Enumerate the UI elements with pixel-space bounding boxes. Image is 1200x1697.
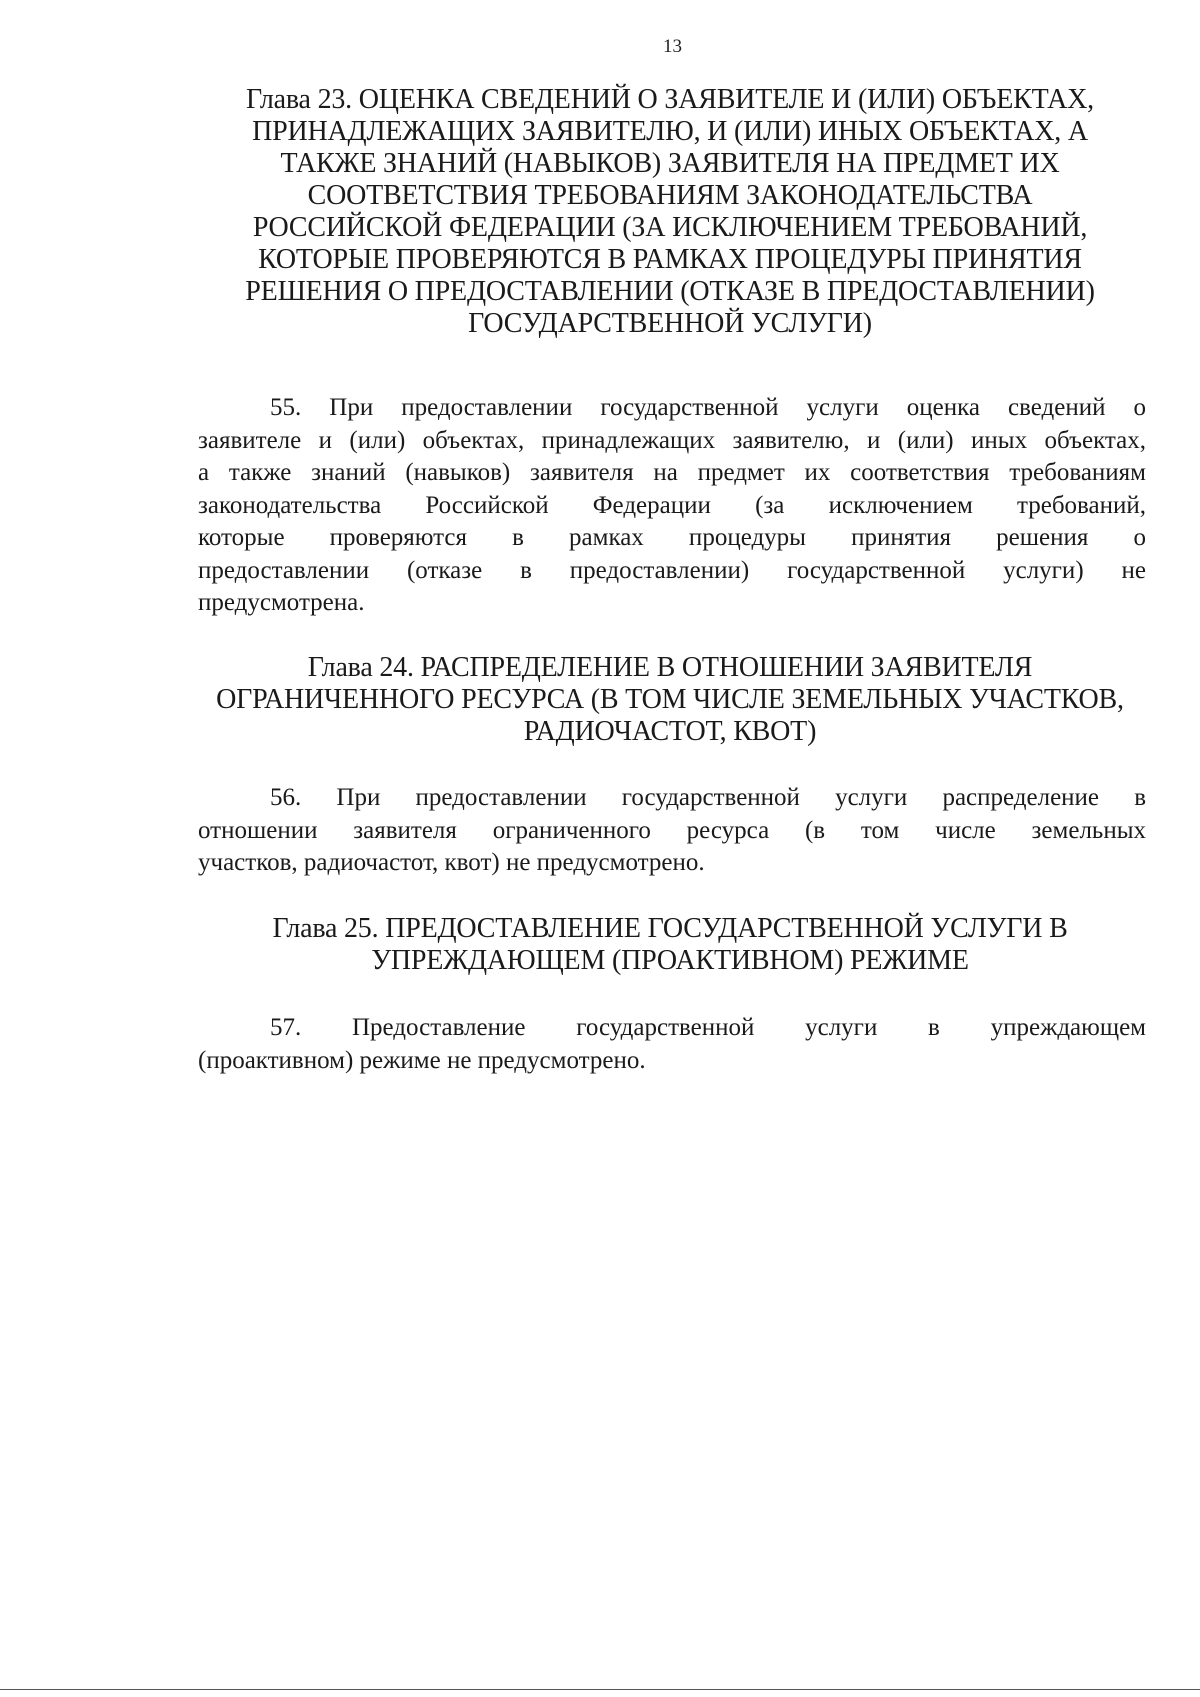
paragraph-line: законодательства Российской Федерации (за исключением требований,	[198, 491, 1146, 519]
paragraph-line: 56. При предоставлении государственной услуги распределение в	[270, 784, 1146, 811]
chapter-25-title	[190, 913, 1150, 977]
paragraph-line: участков, радиочастот, квот) не предусмотрено.	[198, 849, 705, 876]
scan-bottom-edge	[0, 1689, 1200, 1690]
chapter-title-line: Глава 25. ПРЕДОСТАВЛЕНИЕ ГОСУДАРСТВЕННОЙ УСЛУГИ В	[272, 913, 1068, 944]
chapter-title-line: Глава 24. РАСПРЕДЕЛЕНИЕ В ОТНОШЕНИИ ЗАЯВИТЕЛЯ	[307, 652, 1033, 683]
paragraph-57	[198, 1012, 1146, 1077]
paragraph-line: 55. При предоставлении государственной услуги оценка сведений о	[270, 394, 1146, 421]
chapter-24-title	[190, 652, 1150, 748]
chapter-title-line: РОССИЙСКОЙ ФЕДЕРАЦИИ (ЗА ИСКЛЮЧЕНИЕМ ТРЕБОВАНИЙ,	[252, 212, 1088, 243]
paragraph-line: 57. Предоставление государственной услуги в упреждающем	[270, 1014, 1146, 1041]
chapter-title-line: КОТОРЫЕ ПРОВЕРЯЮТСЯ В РАМКАХ ПРОЦЕДУРЫ ПРИНЯТИЯ	[258, 244, 1082, 275]
chapter-title-line: ПРИНАДЛЕЖАЩИХ ЗАЯВИТЕЛЮ, И (ИЛИ) ИНЫХ ОБЪЕКТАХ, А	[252, 116, 1088, 147]
chapter-23-title	[190, 84, 1150, 340]
paragraph-line: которые проверяются в рамках процедуры принятия решения о	[198, 524, 1146, 551]
chapter-title-line: СООТВЕТСТВИЯ ТРЕБОВАНИЯМ ЗАКОНОДАТЕЛЬСТВА	[307, 180, 1033, 211]
chapter-title-line: УПРЕЖДАЮЩЕМ (ПРОАКТИВНОМ) РЕЖИМЕ	[371, 945, 969, 976]
chapter-title-line: ОГРАНИЧЕННОГО РЕСУРСА (В ТОМ ЧИСЛЕ ЗЕМЕЛЬНЫХ УЧАСТКОВ,	[216, 684, 1124, 715]
chapter-title-line: ТАКЖЕ ЗНАНИЙ (НАВЫКОВ) ЗАЯВИТЕЛЯ НА ПРЕДМЕТ ИХ	[280, 148, 1060, 179]
paragraph-55	[198, 392, 1146, 620]
paragraph-56	[198, 782, 1146, 880]
chapter-title-line: РЕШЕНИЯ О ПРЕДОСТАВЛЕНИИ (ОТКАЗЕ В ПРЕДОСТАВЛЕНИИ)	[245, 276, 1095, 307]
paragraph-line: заявителе и (или) объектах, принадлежащих заявителю, и (или) иных объектах,	[198, 426, 1146, 454]
chapter-title-line: Глава 23. ОЦЕНКА СВЕДЕНИЙ О ЗАЯВИТЕЛЕ И (ИЛИ) ОБЪЕКТАХ,	[246, 84, 1094, 115]
paragraph-line: предоставлении (отказе в предоставлении) государственной услуги) не	[198, 556, 1146, 584]
paragraph-line: а также знаний (навыков) заявителя на предмет их соответствия требованиям	[198, 459, 1146, 486]
paragraph-line: предусмотрена.	[198, 589, 365, 616]
paragraph-line: отношении заявителя ограниченного ресурса (в том числе земельных	[198, 816, 1146, 844]
chapter-title-line: РАДИОЧАСТОТ, КВОТ)	[523, 716, 817, 747]
paragraph-line: (проактивном) режиме не предусмотрено.	[198, 1046, 646, 1074]
page-number: 13	[663, 36, 682, 57]
chapter-title-line: ГОСУДАРСТВЕННОЙ УСЛУГИ)	[468, 308, 872, 339]
